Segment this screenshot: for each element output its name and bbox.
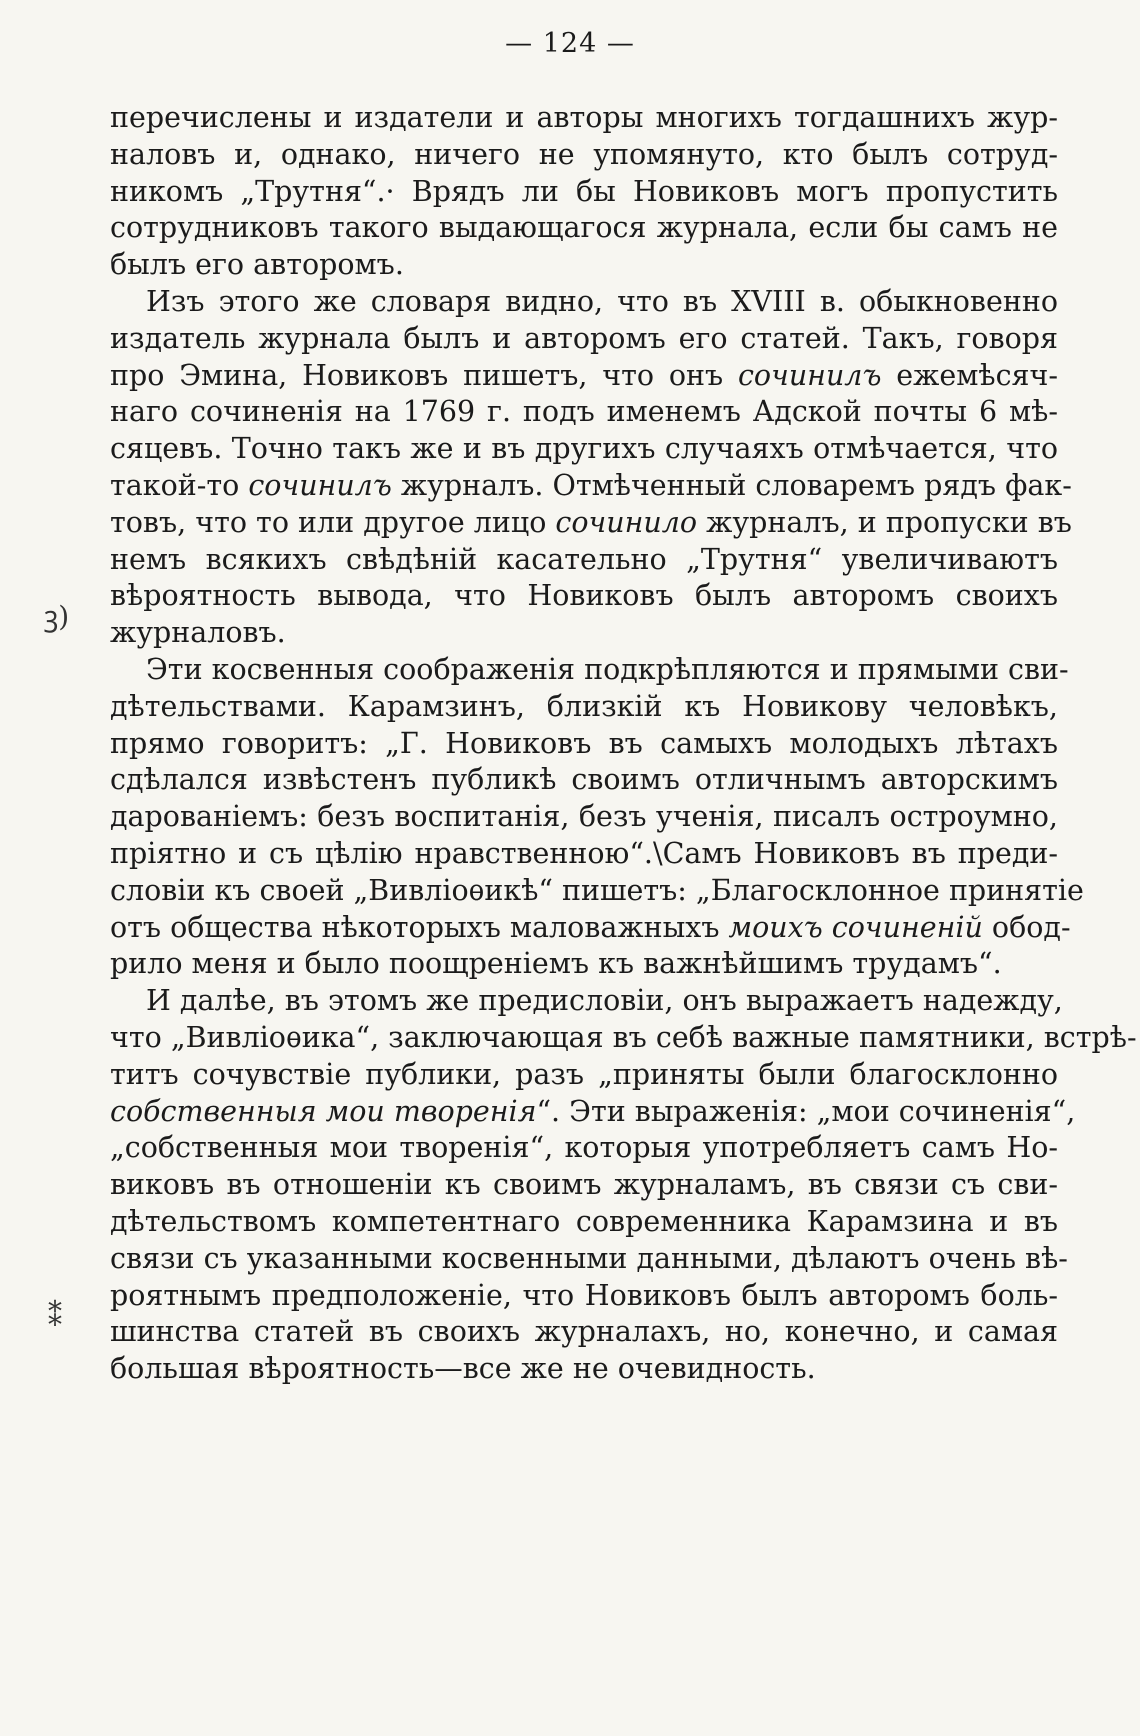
text-line: титъ сочувствіе публики, разъ „приняты были благосклонно — [110, 1057, 1058, 1091]
italic-text: сочинилъ — [248, 468, 392, 502]
text-line: „собственныя мои творенія“, которыя употребляетъ самъ Но- — [110, 1131, 1058, 1165]
page-number: — 124 — — [505, 28, 635, 59]
italic-text: сочинило — [555, 505, 698, 539]
text-line: виковъ въ отношеніи къ своимъ журналамъ, въ связи съ сви- — [110, 1168, 1058, 1202]
margin-annotation: ꝫ) — [44, 600, 70, 633]
text-line: шинства статей въ своихъ журналахъ, но, конечно, и самая — [110, 1315, 1058, 1349]
text-line: сяцевъ. Точно такъ же и въ другихъ случаяхъ отмѣчается, что — [110, 432, 1058, 466]
text-line: наго сочиненія на 1769 г. подъ именемъ Адской почты 6 мѣ- — [110, 395, 1058, 429]
body-text — [110, 100, 1137, 1388]
text-line: былъ его авторомъ. — [110, 248, 404, 282]
text-line: перечислены и издатели и авторы многихъ тогдашнихъ жур- — [110, 101, 1058, 134]
text-line: отъ общества нѣкоторыхъ маловажныхъ моихъ сочиненій обод- — [110, 910, 1071, 944]
text-line: сдѣлался извѣстенъ публикѣ своимъ отличнымъ авторскимъ — [110, 763, 1058, 797]
text-line: словіи къ своей „Вивліоѳикѣ“ пишетъ: „Благосклонное принятіе — [110, 873, 1084, 907]
text-line: такой-то сочинилъ журналъ. Отмѣченный словаремъ рядъ фак- — [110, 468, 1072, 502]
text-line: немъ всякихъ свѣдѣній касательно „Трутня“ увеличиваютъ — [110, 542, 1058, 576]
text-line: никомъ „Трутня“.· Врядъ ли бы Новиковъ могъ пропустить — [110, 174, 1058, 208]
text-line: наловъ и, однако, ничего не упомянуто, кто былъ сотруд- — [110, 137, 1058, 171]
text-line: Эти косвенныя соображенія подкрѣпляются и прямыми сви- — [146, 652, 1069, 686]
text-line: связи съ указанными косвенными данными, дѣлаютъ очень вѣ- — [110, 1241, 1068, 1275]
text-line: издатель журнала былъ и авторомъ его статей. Такъ, говоря — [110, 321, 1058, 355]
text-line: что „Вивліоѳика“, заключающая въ себѣ важные памятники, встрѣ- — [110, 1020, 1137, 1054]
italic-text: сочинилъ — [737, 358, 882, 392]
text-line: товъ, что то или другое лицо сочинило журналъ, и пропуски въ — [110, 505, 1072, 539]
text-line: собственныя мои творенія“. Эти выраженія: „мои сочиненія“, — [110, 1094, 1076, 1128]
text-line: про Эмина, Новиковъ пишетъ, что онъ сочинилъ ежемѣсяч- — [110, 358, 1059, 392]
italic-text: моихъ сочиненій — [728, 910, 983, 944]
text-line: большая вѣроятность—все же не очевидность. — [110, 1352, 816, 1386]
text-line: вѣроятность вывода, что Новиковъ былъ авторомъ своихъ — [110, 579, 1058, 613]
text-line: И далѣе, въ этомъ же предисловіи, онъ выражаетъ надежду, — [146, 984, 1063, 1018]
italic-text: собственныя мои творенія — [110, 1094, 537, 1128]
text-line: сотрудниковъ такого выдающагося журнала, если бы самъ не — [110, 211, 1058, 245]
text-line: дѣтельствомъ компетентнаго современника Карамзина и въ — [110, 1204, 1058, 1238]
text-line: пріятно и съ цѣлію нравственною“.\Самъ Новиковъ въ преди- — [110, 836, 1058, 870]
text-line: роятнымъ предположеніе, что Новиковъ былъ авторомъ боль- — [110, 1278, 1058, 1312]
text-line: журналовъ. — [110, 616, 286, 650]
margin-annotation: ⁑ — [48, 1300, 62, 1333]
text-line: рило меня и было поощреніемъ къ важнѣйшимъ трудамъ“. — [110, 947, 1002, 981]
text-line: дѣтельствами. Карамзинъ, близкій къ Новикову человѣкъ, — [110, 689, 1058, 723]
text-line: дарованіемъ: безъ воспитанія, безъ ученія, писалъ остроумно, — [110, 800, 1058, 834]
text-line: Изъ этого же словаря видно, что въ XVIII в. обыкновенно — [146, 284, 1058, 318]
text-line: прямо говоритъ: „Г. Новиковъ въ самыхъ молодыхъ лѣтахъ — [110, 726, 1058, 760]
